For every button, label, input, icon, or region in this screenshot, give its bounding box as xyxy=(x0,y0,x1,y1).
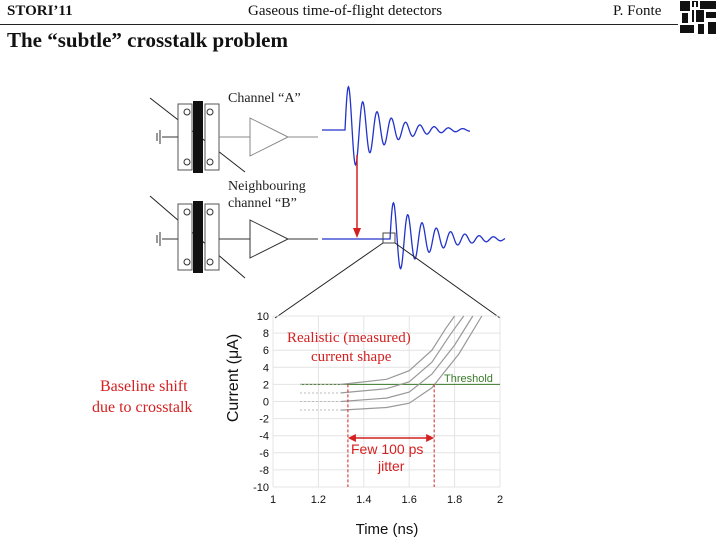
zoom-line-left xyxy=(275,243,383,318)
header-left: STORI’11 xyxy=(7,3,73,19)
channel-b-label-1: Neighbouring xyxy=(228,179,306,194)
crosstalk-arrowhead xyxy=(353,228,361,238)
channel-b-label-2: channel “B” xyxy=(228,196,297,211)
y-tick-label: 0 xyxy=(262,396,269,409)
jitter-label-1: Few 100 ps xyxy=(351,441,424,457)
threshold-label: Threshold xyxy=(444,373,493,385)
realistic-label-2: current shape xyxy=(311,349,392,365)
x-tick-label: 1.8 xyxy=(446,494,463,506)
y-tick-label: 6 xyxy=(262,345,269,358)
y-tick-label: 10 xyxy=(256,311,269,323)
zoom-box xyxy=(383,233,395,243)
x-tick-label: 2 xyxy=(496,494,504,506)
y-tick-label: 8 xyxy=(262,328,269,341)
header-author: P. Fonte xyxy=(613,3,662,19)
y-tick-label: -4 xyxy=(259,430,269,443)
channel-a-schematic xyxy=(150,98,318,173)
y-tick-label: 2 xyxy=(262,379,269,392)
y-tick-label: -6 xyxy=(259,447,269,460)
y-tick-label: -10 xyxy=(253,482,269,494)
x-tick-label: 1.6 xyxy=(401,494,417,506)
jitter-label-2: jitter xyxy=(378,458,405,474)
channel-a-label: Channel “A” xyxy=(228,91,301,106)
slide-title: The “subtle” crosstalk problem xyxy=(7,28,288,52)
y-tick-label: -8 xyxy=(259,464,269,477)
header-center: Gaseous time-of-flight detectors xyxy=(248,3,443,19)
zoom-line-right xyxy=(395,243,500,318)
x-tick-label: 1 xyxy=(269,494,277,506)
baseline-shift-label-1: Baseline shift xyxy=(100,378,188,395)
x-tick-label: 1.4 xyxy=(356,494,372,506)
baseline-shift-label-2: due to crosstalk xyxy=(92,399,193,416)
y-tick-label: -2 xyxy=(259,413,269,426)
channel-a-waveform xyxy=(322,87,470,165)
y-axis-label: Current (μA) xyxy=(225,333,242,423)
x-tick-label: 1.2 xyxy=(310,494,327,506)
realistic-label-1: Realistic (measured) xyxy=(287,330,411,346)
y-tick-label: 4 xyxy=(262,362,269,375)
channel-b-waveform xyxy=(322,203,505,269)
x-axis-label: Time (ns) xyxy=(355,521,419,538)
